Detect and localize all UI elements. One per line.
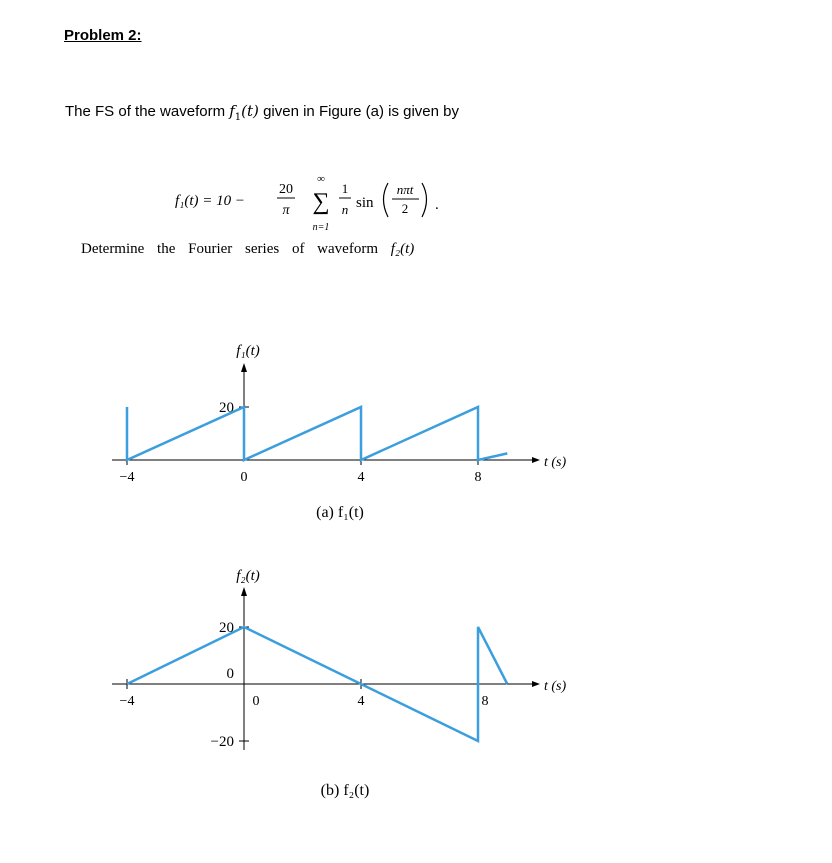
eq-sum-upper: ∞	[317, 173, 325, 185]
equation-svg	[175, 172, 445, 234]
eq-coef-den: π	[282, 203, 290, 218]
intro-function-arg: (t)	[241, 102, 259, 120]
determine-text: Determine the Fourier series of waveform	[81, 241, 378, 257]
eq-sum-lower: n=1	[312, 222, 330, 233]
figure-b-chart	[0, 548, 832, 808]
fig-b-xtick-label: −4	[119, 694, 135, 709]
eq-end: .	[435, 197, 439, 213]
figure-a-chart	[0, 320, 832, 540]
fig-b-xtick-label: 8	[481, 694, 489, 709]
fig-b-caption: (b) f₂(t)	[320, 782, 370, 799]
fig-b-ylabel: f₂(t)	[236, 568, 260, 584]
intro-suffix: given in Figure (a) is given by	[258, 103, 459, 120]
eq-sum-symbol: ∑	[312, 189, 330, 215]
fig-b-ytick-0-label: 0	[226, 666, 234, 682]
fig-a-xtick-label: 0	[240, 470, 248, 485]
fig-b-y-arrowhead	[241, 587, 247, 596]
fig-a-x-arrowhead	[532, 457, 540, 463]
eq-arg-den: 2	[401, 201, 409, 216]
fig-b-ytick-20-label: 20	[219, 620, 234, 636]
fig-b-x-arrowhead	[532, 681, 540, 687]
fig-b-xtick-label: 0	[252, 694, 260, 709]
intro-function-letter: f	[229, 102, 235, 120]
eq-frac-num: 1	[341, 181, 349, 196]
fig-a-xtick-label: 4	[357, 470, 365, 485]
fig-a-xtick-label: 8	[474, 470, 482, 485]
fig-a-y-arrowhead	[241, 363, 247, 372]
eq-left-paren	[384, 183, 389, 217]
fig-a-ylabel: f₁(t)	[236, 343, 260, 359]
eq-frac-den: n	[341, 202, 349, 217]
determine-statement	[81, 241, 414, 258]
determine-function: f₂(t)	[390, 241, 415, 257]
eq-lhs: f₁(t) = 10 −	[175, 193, 246, 209]
fig-a-xtick-label: −4	[119, 470, 135, 485]
fig-b-ytick-neg20-label: −20	[210, 734, 234, 750]
eq-func: sin	[356, 195, 374, 211]
fig-b-xtick-label: 4	[357, 694, 365, 709]
eq-arg-num: nπt	[396, 182, 414, 197]
eq-coef-num: 20	[279, 182, 293, 197]
intro-function	[229, 102, 259, 123]
problem-heading: Problem 2:	[64, 27, 142, 44]
fig-a-ytick-20-label: 20	[219, 400, 234, 416]
fig-a-xlabel: t (s)	[544, 455, 567, 470]
fig-a-waveform-line	[127, 407, 507, 460]
intro-function-sub: 1	[234, 112, 242, 123]
eq-right-paren	[422, 183, 427, 217]
problem-intro	[65, 102, 459, 123]
fourier-series-equation	[175, 172, 445, 234]
intro-prefix: The FS of the waveform	[65, 103, 230, 120]
fig-a-caption: (a) f₁(t)	[316, 504, 364, 521]
fig-b-xlabel: t (s)	[544, 679, 567, 694]
